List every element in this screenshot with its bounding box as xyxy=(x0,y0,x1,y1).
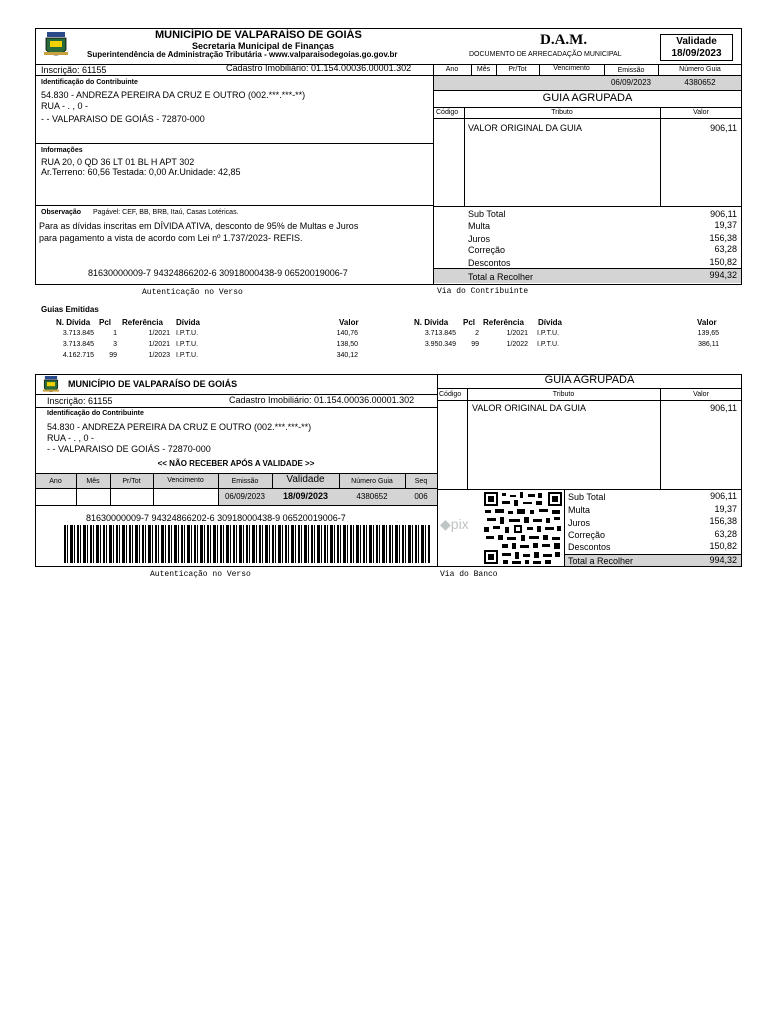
bottom-contribuinte-line2: RUA - . , 0 - xyxy=(47,433,95,443)
guias-header: Dívida xyxy=(538,318,563,327)
guias-cell: I.P.T.U. xyxy=(176,330,199,337)
total-value: 906,11 xyxy=(710,209,737,219)
municipal-crest-icon xyxy=(44,32,68,60)
guias-header: N. Dívida xyxy=(56,318,91,327)
numero-guia-value: 4380652 xyxy=(684,78,716,87)
guias-cell: 386,11 xyxy=(698,341,719,348)
bottom-col-vencimento: Vencimento xyxy=(167,477,204,484)
col-emissao: Emissão xyxy=(617,67,645,74)
dam-title: D.A.M. xyxy=(540,32,588,48)
col-codigo: Código xyxy=(436,109,459,116)
bottom-cadastro: Cadastro Imobiliário: 01.154.00036.00001.302 xyxy=(229,395,415,405)
bottom-col-validade: Validade xyxy=(286,474,325,485)
contribuinte-line2: RUA - . , 0 - xyxy=(41,101,89,111)
via-label: Via do Contribuinte xyxy=(437,287,529,296)
observacao-label: Observação xyxy=(41,209,82,216)
guias-header: Dívida xyxy=(176,318,201,327)
guias-cell: 3.713.845 xyxy=(62,330,94,337)
cadastro-imobiliario: Cadastro Imobiliário: 01.154.00036.00001.302 xyxy=(226,63,412,73)
municipal-crest-icon xyxy=(42,376,60,395)
guias-header: Referência xyxy=(483,318,524,327)
pix-label: pix xyxy=(450,516,469,532)
guias-cell: 1/2022 xyxy=(506,341,528,348)
bottom-contribuinte-line3: - - VALPARAISO DE GOIÁS - 72870-000 xyxy=(47,444,211,454)
bottom-auth-label: Autenticação no Verso xyxy=(150,570,251,579)
bottom-total-label: Correção xyxy=(568,530,606,540)
auth-label: Autenticação no Verso xyxy=(142,288,243,297)
guias-cell: I.P.T.U. xyxy=(176,352,199,359)
col-vencimento: Vencimento xyxy=(553,65,590,72)
bottom-contribuinte-line1: 54.830 - ANDREZA PEREIRA DA CRUZ E OUTRO (002.***.***-**) xyxy=(47,422,312,432)
bottom-tributo-valor: 906,11 xyxy=(710,403,737,413)
col-ano: Ano xyxy=(445,66,459,73)
total-label: Descontos xyxy=(468,258,511,268)
total-value: 19,37 xyxy=(714,220,737,230)
guias-cell: 1/2021 xyxy=(148,341,170,348)
bottom-col-mes: Mês xyxy=(86,478,100,485)
guias-header: Pcl xyxy=(463,318,476,327)
validity-warning: << NÃO RECEBER APÓS A VALIDADE >> xyxy=(157,459,315,468)
guias-title: Guias Emitidas xyxy=(41,305,99,314)
total-value: 150,82 xyxy=(709,257,737,267)
col-prtot: Pr/Tot xyxy=(508,66,527,73)
total-label: Juros xyxy=(468,234,491,244)
bottom-contribuinte-label: Identificação do Contribuinte xyxy=(47,410,144,417)
guias-cell: 1/2021 xyxy=(506,330,528,337)
contribuinte-label: Identificação do Contribuinte xyxy=(41,79,138,86)
bottom-numero-guia: 4380652 xyxy=(356,492,388,501)
total-label: Sub Total xyxy=(468,209,506,219)
validity-label: Validade xyxy=(676,36,717,47)
guias-cell: 99 xyxy=(109,352,117,359)
bottom-total-label: Sub Total xyxy=(568,492,606,502)
contribuinte-line3: - - VALPARAISO DE GOIÁS - 72870-000 xyxy=(41,114,205,124)
col-tributo: Tributo xyxy=(551,109,573,116)
guia-agrupada-title: GUIA AGRUPADA xyxy=(542,92,633,104)
bottom-total-value: 63,28 xyxy=(714,529,737,539)
guias-cell: 138,50 xyxy=(336,341,358,348)
bottom-total-value: 994,32 xyxy=(709,555,737,565)
bottom-total-value: 19,37 xyxy=(714,504,737,514)
bottom-col-emissao: Emissão xyxy=(231,478,259,485)
guias-cell: 1 xyxy=(113,330,117,337)
guias-header: Referência xyxy=(122,318,163,327)
guias-header: Valor xyxy=(339,318,359,327)
col-numero-guia: Número Guia xyxy=(679,66,721,73)
bottom-validade: 18/09/2023 xyxy=(282,491,329,501)
guias-cell: 3.950.349 xyxy=(424,341,456,348)
bottom-via-label: Via do Banco xyxy=(440,570,498,579)
guias-cell: 1/2021 xyxy=(148,330,170,337)
guias-cell: 2 xyxy=(475,330,479,337)
guias-cell: I.P.T.U. xyxy=(176,341,199,348)
observacao-line2: para pagamento a vista de acordo com Lei nº 1.737/2023- REFIS. xyxy=(39,233,303,243)
bottom-total-value: 906,11 xyxy=(710,491,737,501)
total-label: Correção xyxy=(468,245,506,255)
guias-cell: 3 xyxy=(113,341,117,348)
guias-header: Valor xyxy=(697,318,717,327)
total-label: Total a Recolher xyxy=(468,272,534,282)
observacao-line1: Para as dívidas inscritas em DÍVIDA ATIVA, desconto de 95% de Multas e Juros xyxy=(39,221,359,231)
bottom-col-numero-guia: Número Guia xyxy=(351,478,393,485)
guias-cell: 3.713.845 xyxy=(424,330,456,337)
pix-logo xyxy=(440,517,469,531)
bottom-col-valor: Valor xyxy=(693,391,709,398)
guias-cell: 4.162.715 xyxy=(62,352,94,359)
bottom-total-label: Juros xyxy=(568,518,591,528)
informacoes-line2: Ar.Terreno: 60,56 Testada: 0,00 Ar.Unidade: 42,85 xyxy=(41,167,241,177)
guias-cell: 99 xyxy=(471,341,479,348)
validity-date: 18/09/2023 xyxy=(671,48,722,59)
bottom-municipality-title: MUNICÍPIO DE VALPARAÍSO DE GOIÁS xyxy=(68,379,238,389)
barcode xyxy=(64,525,430,563)
linha-digitavel: 81630000009-7 94324866202-6 30918000438-9 06520019006-7 xyxy=(88,268,348,278)
tributo-valor: 906,11 xyxy=(710,123,737,133)
guias-cell: 3.713.845 xyxy=(62,341,94,348)
guias-cell: I.P.T.U. xyxy=(537,341,560,348)
guias-cell: 1/2023 xyxy=(148,352,170,359)
guias-cell: I.P.T.U. xyxy=(537,330,560,337)
bottom-emissao: 06/09/2023 xyxy=(224,492,266,501)
bottom-tributo-name: VALOR ORIGINAL DA GUIA xyxy=(472,403,587,413)
bottom-total-label: Total a Recolher xyxy=(568,556,634,566)
emissao-value: 06/09/2023 xyxy=(610,78,652,87)
informacoes-label: Informações xyxy=(41,147,83,154)
total-value: 63,28 xyxy=(714,244,737,254)
contribuinte-line1: 54.830 - ANDREZA PEREIRA DA CRUZ E OUTRO (002.***.***-**) xyxy=(41,90,306,100)
guias-header: N. Dívida xyxy=(414,318,449,327)
bottom-total-value: 156,38 xyxy=(709,516,737,526)
informacoes-line1: RUA 20, 0 QD 36 LT 01 BL H APT 302 xyxy=(41,157,195,167)
superintendency-title: Superintendência de Administração Tributária - www.valparaisodegoias.go.gov.br xyxy=(87,51,398,59)
municipality-title: MUNICÍPIO DE VALPARAÍSO DE GOIÁS xyxy=(155,29,362,41)
total-value: 156,38 xyxy=(709,233,737,243)
bottom-col-seq: Seq xyxy=(414,478,428,485)
dam-description: DOCUMENTO DE ARRECADAÇÃO MUNICIPAL xyxy=(469,51,622,58)
col-mes: Mês xyxy=(476,66,491,73)
guias-header: Pcl xyxy=(99,318,112,327)
bottom-col-prtot: Pr/Tot xyxy=(122,478,141,485)
total-label: Multa xyxy=(468,221,491,231)
bottom-seq: 006 xyxy=(414,492,428,501)
observacao-banks: Pagável: CEF, BB, BRB, Itaú, Casas Lotéricas. xyxy=(93,209,239,216)
inscricao: Inscrição: 61155 xyxy=(41,65,107,75)
guias-cell: 139,65 xyxy=(697,330,719,337)
pix-diamond-icon: ◆ xyxy=(440,516,451,532)
total-value: 994,32 xyxy=(709,270,737,280)
secretariat-title: Secretaria Municipal de Finanças xyxy=(192,41,335,51)
bottom-linha-digitavel: 81630000009-7 94324866202-6 30918000438-9 06520019006-7 xyxy=(86,513,346,523)
bottom-guia-agrupada-title: GUIA AGRUPADA xyxy=(544,374,635,386)
bottom-col-tributo: Tributo xyxy=(552,391,575,398)
bottom-total-label: Multa xyxy=(568,505,591,515)
bottom-col-ano: Ano xyxy=(49,478,62,485)
guias-cell: 140,76 xyxy=(336,330,358,337)
bottom-inscricao: Inscrição: 61155 xyxy=(47,396,113,406)
qr-code-icon xyxy=(483,491,563,565)
bottom-total-label: Descontos xyxy=(568,542,611,552)
tributo-name: VALOR ORIGINAL DA GUIA xyxy=(468,123,583,133)
guias-cell: 340,12 xyxy=(336,352,358,359)
bottom-col-codigo: Código xyxy=(439,391,462,398)
bottom-total-value: 150,82 xyxy=(709,541,737,551)
col-valor: Valor xyxy=(693,109,709,116)
